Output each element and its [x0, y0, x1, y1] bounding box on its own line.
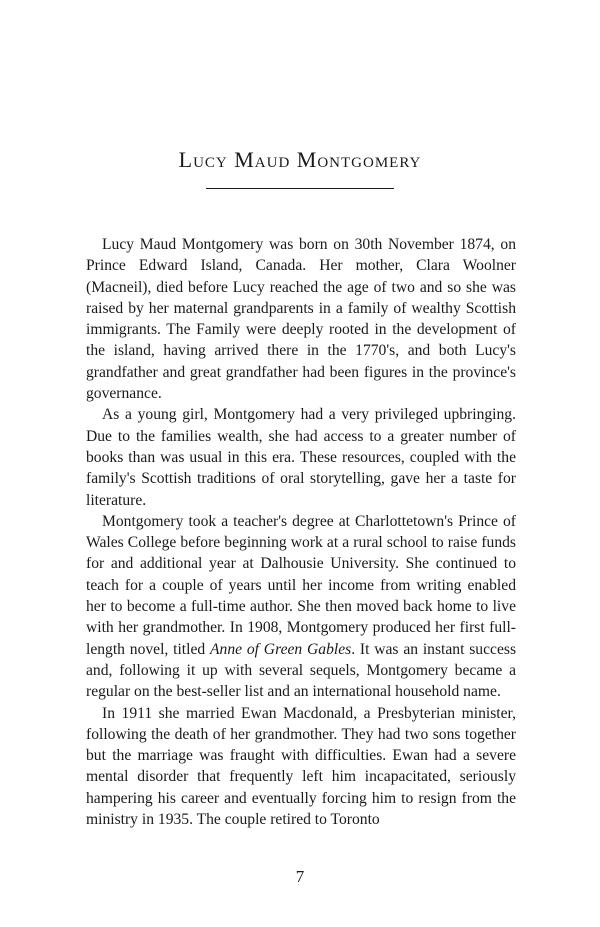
title-rule: [206, 188, 394, 189]
paragraph-3-text-after: . It was an instant success and, following it up with several sequels, Montgomery became a regular on the best-seller list and an international household name.: [86, 640, 517, 701]
body-text: [86, 234, 516, 830]
paragraph-1: Lucy Maud Montgomery was born on 30th November 1874, on Prince Edward Island, Canada. Her mother, Clara Woolner (Macneil), died before Lucy reached the age of two and so she was raised by her maternal grandparents in a family of wealthy Scottish immigrants. The Family were deeply rooted in the development of the island, having arrived there in the 1770's, and both Lucy's grandfather and great grandfather had been figures in the province's governance.: [86, 236, 516, 403]
paragraph-3-text-before: Montgomery took a teacher's degree at Charlottetown's Prince of Wales College before beginning work at a rural school to raise funds for and additional year at Dalhousie University. She continued to teach for a couple of years until her income from writing enabled her to become a full-time author. She then moved back home to live with her grandmother. In 1908, Montgomery produced her first full-length novel, titled: [86, 512, 516, 658]
paragraph-4: In 1911 she married Ewan Macdonald, a Presbyterian minister, following the death of her grandmother. They had two sons together but the marriage was fraught with difficulties. Ewan had a severe mental disorder that frequently left him incapacitated, seriously hampering his career and eventually forcing him to resign from the ministry in 1935. The couple retired to Toronto: [86, 704, 516, 829]
book-title-italic: Anne of Green Gables: [210, 640, 352, 658]
page-number: 7: [295, 867, 305, 886]
chapter-title: Lucy Maud Montgomery: [178, 147, 422, 172]
paragraph-3: [86, 511, 516, 703]
paragraph-2: As a young girl, Montgomery had a very privileged upbringing. Due to the families wealth, she had access to a greater number of books than was usual in this era. These resources, coupled with the family's Scottish traditions of oral storytelling, gave her a taste for literature.: [86, 406, 516, 509]
